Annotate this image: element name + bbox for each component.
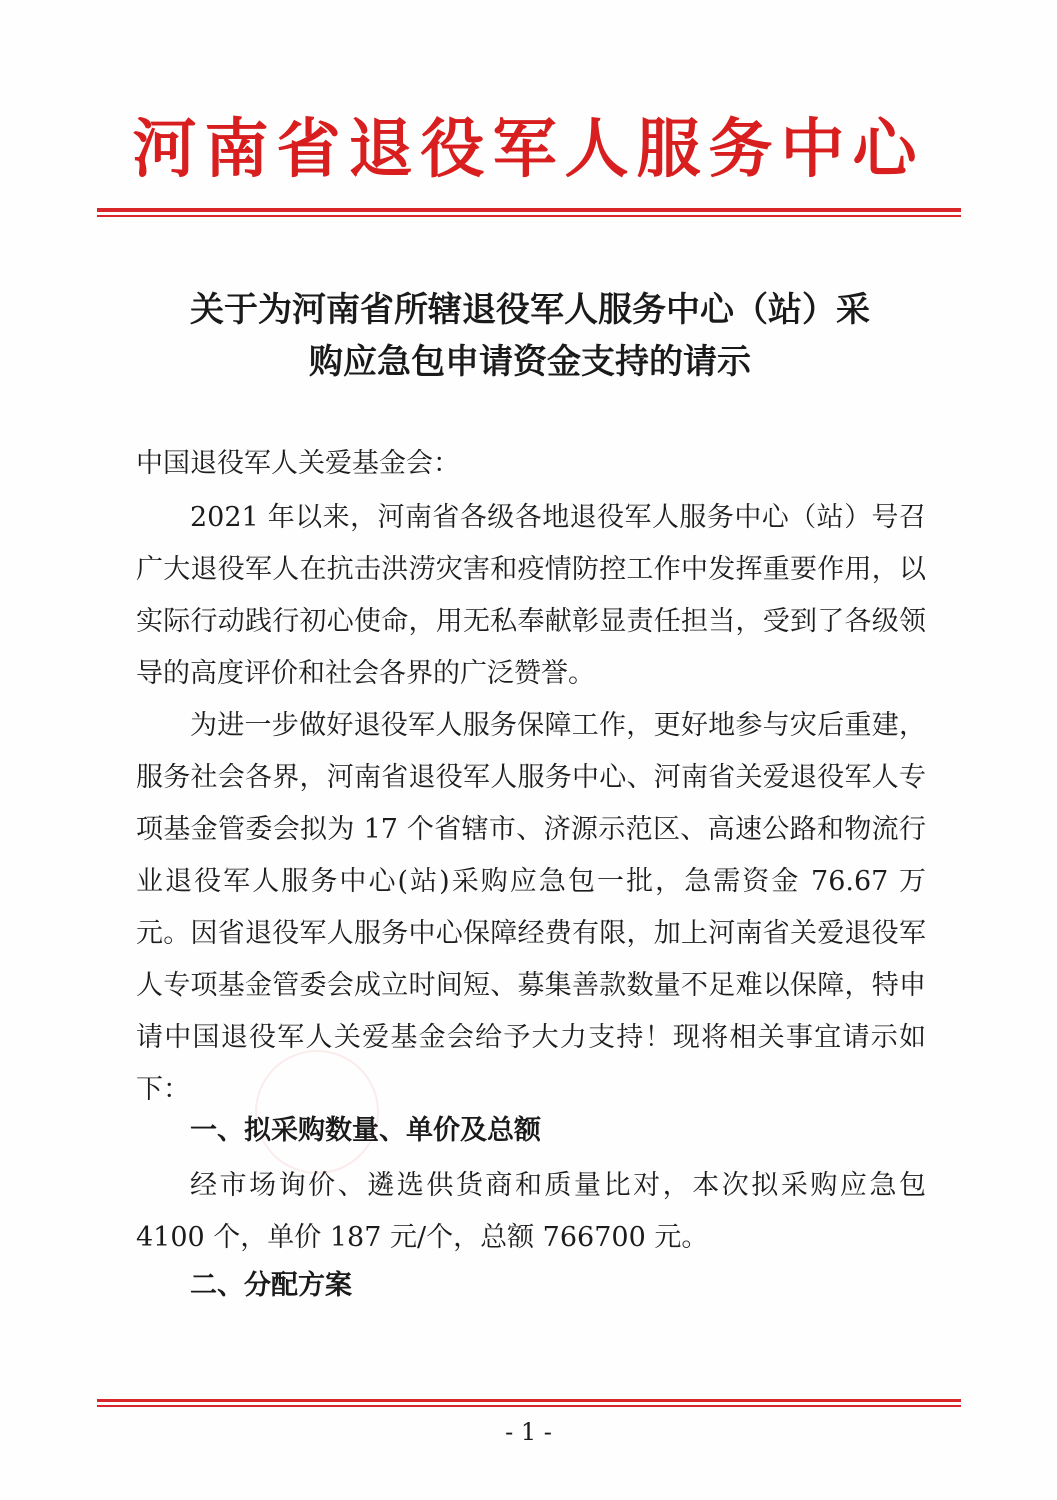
paragraph-background: 2021 年以来，河南省各级各地退役军人服务中心（站）号召广大退役军人在抗击洪涝灾害和疫情防控工作中发挥重要作用，以实际行动践行初心使命，用无私奉献彰显责任担当，受到了各级领导的高度评价和社会各界的广泛赞誉。 xyxy=(136,502,926,689)
footer-rule-thick xyxy=(97,1399,961,1402)
footer-rule-thin xyxy=(97,1405,961,1407)
header-rule-thin xyxy=(97,215,961,217)
document-title-line-2: 购应急包申请资金支持的请示 xyxy=(309,342,751,382)
header-rule-thick xyxy=(97,208,961,212)
document-title xyxy=(90,284,970,388)
section-heading-purchase: 一、拟采购数量、单价及总额 xyxy=(190,1115,541,1146)
paragraph-request: 为进一步做好退役军人服务保障工作，更好地参与灾后重建，服务社会各界，河南省退役军人服务中心、河南省关爱退役军人专项基金管委会拟为 17 个省辖市、济源示范区、高速公路和物流行业退役军人服务中心(站)采购应急包一批，急需资金 76.67 万元。因省退役军人服务中心保障经费有限，加上河南省关爱退役军人专项基金管委会成立时间短、募集善款数量不足难以保障，特申请中国退役军人关爱基金会给予大力支持！现将相关事宜请示如下： xyxy=(136,710,926,1105)
paragraph-purchase-details: 经市场询价、遴选供货商和质量比对，本次拟采购应急包 4100 个，单价 187 元/个，总额 766700 元。 xyxy=(136,1170,926,1253)
organization-letterhead: 河南省退役军人服务中心 xyxy=(132,113,925,187)
salutation: 中国退役军人关爱基金会： xyxy=(136,448,460,479)
section-heading-distribution: 二、分配方案 xyxy=(190,1270,352,1301)
document-title-line-1: 关于为河南省所辖退役军人服务中心（站）采 xyxy=(190,290,870,330)
page-number: - 1 - xyxy=(505,1418,552,1446)
